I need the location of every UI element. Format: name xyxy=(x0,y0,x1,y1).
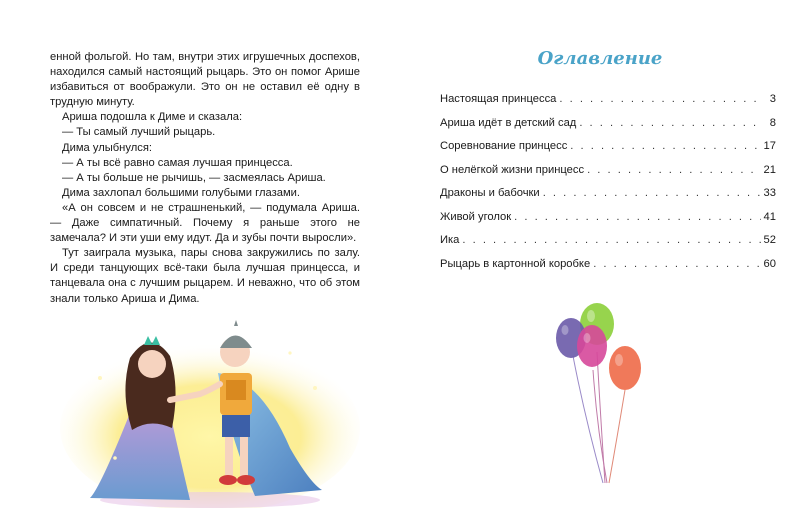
toc-entry[interactable] xyxy=(440,187,776,211)
toc-leader-dots xyxy=(514,211,760,223)
toc-leader-dots xyxy=(593,258,760,270)
toc-entry-page: 3 xyxy=(769,93,776,105)
toc-leader-dots xyxy=(587,164,760,176)
toc-entry[interactable] xyxy=(440,93,776,117)
toc-entry[interactable] xyxy=(440,117,776,141)
princess-and-knight-illustration xyxy=(60,318,360,508)
story-paragraph: Дима захлопал большими голубыми глазами. xyxy=(62,186,301,199)
story-text xyxy=(50,50,360,307)
story-paragraph: — А ты всё равно самая лучшая принцесса. xyxy=(62,156,293,169)
toc-entry[interactable] xyxy=(440,140,776,164)
toc-title: Оглавление xyxy=(537,48,663,69)
toc-list xyxy=(440,93,776,281)
toc-entry[interactable] xyxy=(440,258,776,282)
right-page xyxy=(400,0,800,520)
toc-entry-title: Ариша идёт в детский сад xyxy=(440,116,577,129)
toc-leader-dots xyxy=(462,234,760,246)
toc-entry-page: 41 xyxy=(763,210,776,223)
toc-leader-dots xyxy=(559,93,763,105)
balloon-pink xyxy=(577,325,607,367)
toc-entry-title: Соревнование принцесс xyxy=(440,140,568,152)
toc-leader-dots xyxy=(570,140,760,152)
story-paragraph: Ариша подошла к Диме и сказала: xyxy=(62,111,243,124)
toc-entry-page: 60 xyxy=(763,257,776,270)
toc-entry-page: 8 xyxy=(769,116,776,129)
toc-entry-title: Рыцарь в картонной коробке xyxy=(440,257,591,270)
balloon-orange xyxy=(609,346,641,390)
toc-entry-title: Ика xyxy=(440,234,460,246)
toc-entry-title: Настоящая принцесса xyxy=(440,93,557,105)
toc-entry-page: 17 xyxy=(763,140,776,152)
toc-entry-page: 21 xyxy=(763,163,776,176)
toc-entry-title: О нелёгкой жизни принцесс xyxy=(440,163,585,176)
toc-entry[interactable] xyxy=(440,234,776,258)
story-paragraph: Тут заиграла музыка, пары снова закружились по залу. И среди танцующих всё-таки была лучшая принцесса, и танцевала она с лучшим рыцарем. И неважно, что об этом знали только Ариша и Дима. xyxy=(50,247,360,305)
toc-entry[interactable] xyxy=(440,211,776,235)
story-paragraph: «А он совсем и не страшненький, — подумала Ариша. — Даже симпатичный. Почему я раньше этого не замечала? И эти уши ему идут. Да и зубы почти выросли». xyxy=(50,201,360,245)
story-paragraph: Дима улыбнулся: xyxy=(62,141,152,154)
balloons-illustration xyxy=(545,298,655,488)
toc-leader-dots xyxy=(579,117,763,129)
toc-entry-title: Драконы и бабочки xyxy=(440,187,540,199)
toc-entry-page: 33 xyxy=(763,187,776,199)
toc-leader-dots xyxy=(543,187,761,199)
story-paragraph: енной фольгой. Но там, внутри этих игрушечных доспехов, находился самый настоящий рыцарь. Это он помог Арише избавиться от воображули. Это он не оставил её одну в трудную минуту. xyxy=(50,51,360,109)
story-paragraph: — А ты больше не рычишь, — засмеялась Ариша. xyxy=(62,171,326,184)
toc-entry-title: Живой уголок xyxy=(440,210,512,223)
toc-entry-page: 52 xyxy=(763,234,776,246)
story-paragraph: — Ты самый лучший рыцарь. xyxy=(62,126,216,139)
toc-entry[interactable] xyxy=(440,164,776,188)
